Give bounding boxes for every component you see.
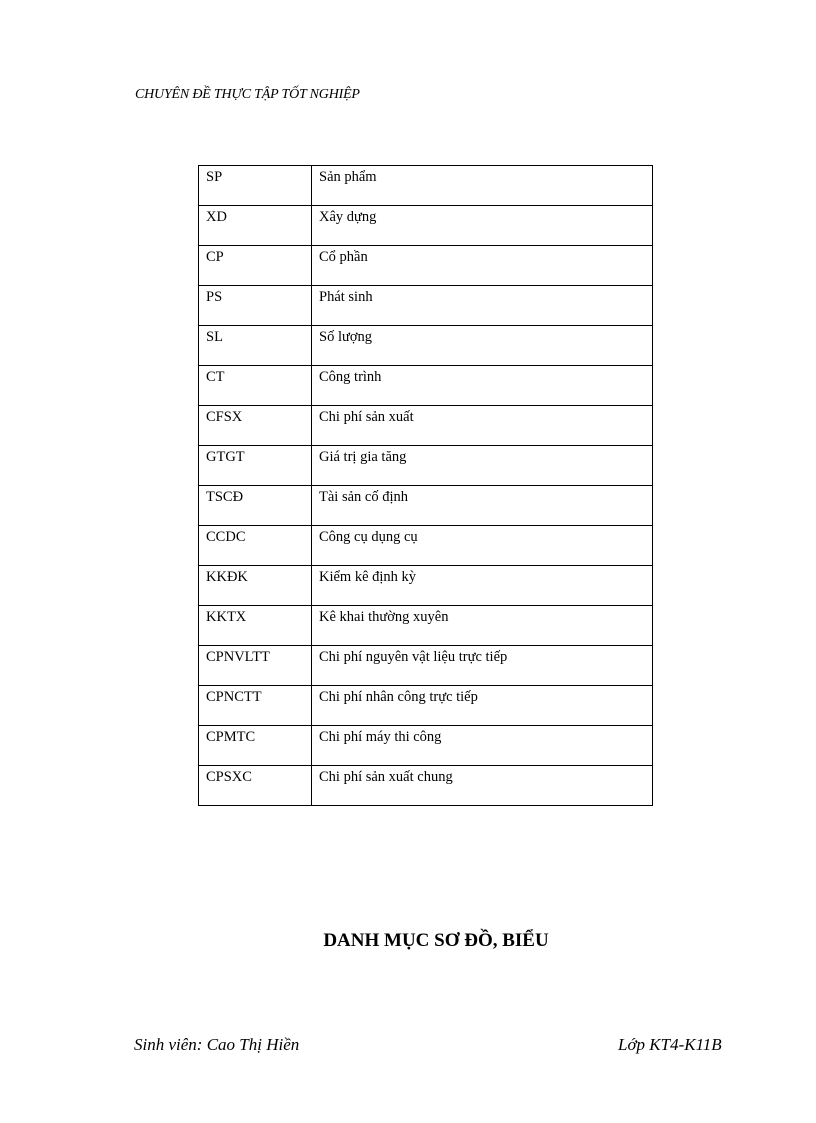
abbreviation-code: SL	[199, 326, 312, 366]
abbreviation-code: GTGT	[199, 446, 312, 486]
abbreviation-meaning: Chi phí sản xuất chung	[312, 766, 653, 806]
table-row	[199, 726, 653, 766]
abbreviation-code: CPNVLTT	[199, 646, 312, 686]
table-row	[199, 166, 653, 206]
abbreviation-code: CT	[199, 366, 312, 406]
section-title: DANH MỤC SƠ ĐỒ, BIỂU	[323, 930, 549, 951]
abbreviation-code: KKĐK	[199, 566, 312, 606]
abbreviation-table	[198, 165, 653, 806]
abbreviation-code: KKTX	[199, 606, 312, 646]
table-row	[199, 606, 653, 646]
abbreviation-code: PS	[199, 286, 312, 326]
abbreviation-meaning: Chi phí sản xuất	[312, 406, 653, 446]
table-row	[199, 686, 653, 726]
abbreviation-meaning: Kê khai thường xuyên	[312, 606, 653, 646]
abbreviation-meaning: Sản phẩm	[312, 166, 653, 206]
table-row	[199, 206, 653, 246]
abbreviation-meaning: Kiểm kê định kỳ	[312, 566, 653, 606]
abbreviation-meaning: Số lượng	[312, 326, 653, 366]
abbreviation-meaning: Công trình	[312, 366, 653, 406]
table-row	[199, 566, 653, 606]
abbreviation-code: SP	[199, 166, 312, 206]
abbreviation-code: XD	[199, 206, 312, 246]
page-header: CHUYÊN ĐỀ THỰC TẬP TỐT NGHIỆP	[135, 87, 360, 102]
abbreviation-table-body	[199, 166, 653, 806]
table-row	[199, 646, 653, 686]
abbreviation-meaning: Chi phí nhân công trực tiếp	[312, 686, 653, 726]
abbreviation-code: CPMTC	[199, 726, 312, 766]
abbreviation-code: TSCĐ	[199, 486, 312, 526]
abbreviation-code: CPNCTT	[199, 686, 312, 726]
abbreviation-meaning: Phát sinh	[312, 286, 653, 326]
abbreviation-meaning: Chi phí máy thi công	[312, 726, 653, 766]
abbreviation-meaning: Cổ phần	[312, 246, 653, 286]
abbreviation-code: CPSXC	[199, 766, 312, 806]
abbreviation-code: CP	[199, 246, 312, 286]
table-row	[199, 486, 653, 526]
abbreviation-meaning: Tài sản cố định	[312, 486, 653, 526]
abbreviation-meaning: Công cụ dụng cụ	[312, 526, 653, 566]
footer-class: Lớp KT4-K11B	[618, 1035, 722, 1054]
abbreviation-meaning: Giá trị gia tăng	[312, 446, 653, 486]
table-row	[199, 446, 653, 486]
table-row	[199, 406, 653, 446]
abbreviation-code: CFSX	[199, 406, 312, 446]
table-row	[199, 286, 653, 326]
abbreviation-meaning: Xây dựng	[312, 206, 653, 246]
footer-student: Sinh viên: Cao Thị Hiền	[134, 1035, 300, 1054]
abbreviation-meaning: Chi phí nguyên vật liệu trực tiếp	[312, 646, 653, 686]
table-row	[199, 526, 653, 566]
table-row	[199, 766, 653, 806]
abbreviation-code: CCDC	[199, 526, 312, 566]
table-row	[199, 366, 653, 406]
table-row	[199, 246, 653, 286]
table-row	[199, 326, 653, 366]
